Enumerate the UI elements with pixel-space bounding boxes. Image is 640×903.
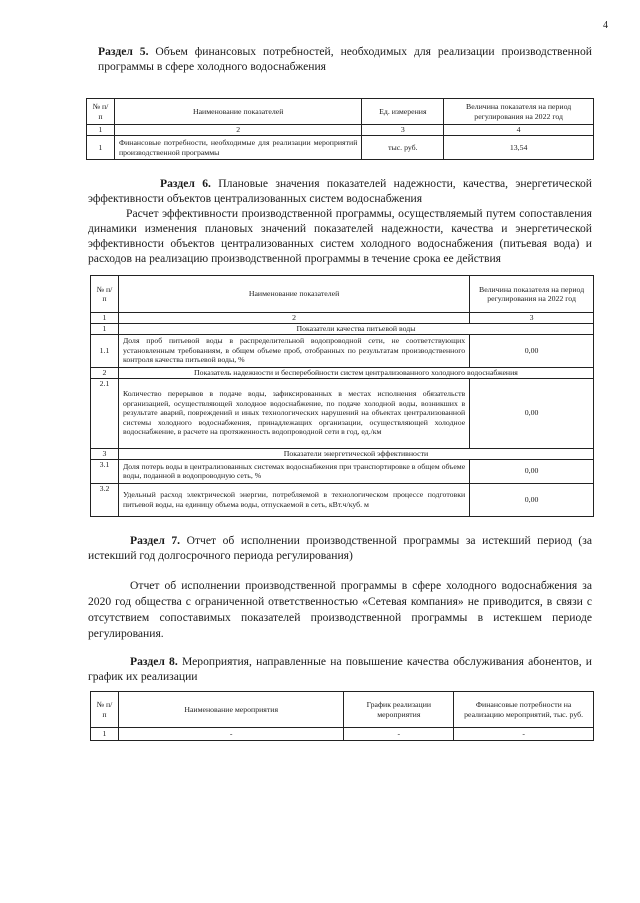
group-row <box>91 448 594 459</box>
col-number: 3 <box>470 313 594 324</box>
row-finance: - <box>454 728 594 741</box>
group-title: Показатели энергетической эффективности <box>118 448 593 459</box>
section6-label: Раздел 6. <box>160 177 211 190</box>
col-number: 2 <box>118 313 469 324</box>
header-finance: Финансовые потребности на реализацию мероприятий, тыс. руб. <box>454 692 594 728</box>
section6-paragraph: Расчет эффективности производственной программы, осуществляемый путем сопоставления динамики изменения плановых значений показателей надежности, качества и энергетической эффективности объектов централизованных систем холодного водоснабжения (питьевая вода) и расходов на реализацию производственной программы в течение срока ее действия <box>88 207 592 265</box>
header-unit: Ед. измерения <box>362 99 444 125</box>
row-unit: тыс. руб. <box>362 136 444 160</box>
row-num: 1.1 <box>91 334 119 367</box>
section6-title: Плановые значения показателей надежности, качества, энергетической эффективности объектов централизованных систем водоснабжения <box>88 177 592 205</box>
header-schedule: График реализации мероприятия <box>344 692 454 728</box>
table-row <box>91 459 594 483</box>
section7-heading <box>88 533 592 563</box>
row-num: 3.1 <box>91 459 119 483</box>
row-text: Доля проб питьевой воды в распределительной водопроводной сети, не соответствующих установленным требованиям, в общем объеме проб, отобранных по результатам производственного контроля качества питьевой воды, % <box>118 334 469 367</box>
table-header-row <box>91 276 594 313</box>
col-number: 1 <box>87 125 115 136</box>
row-text: Количество перерывов в подаче воды, зафиксированных в местах исполнения обязательств организацией, осуществляющей холодное водоснабжение, по подаче холодной воды, возникших в результате аварий, повреждений и иных технологических нарушений на объектах централизованной системы холодного водоснабжения, принадлежащих организации, осуществляющей холодное водоснабжение, в расчете на протяженность водопроводной сети в год, ед./км <box>118 378 469 448</box>
row-value: 0,00 <box>470 378 594 448</box>
row-num: 3.2 <box>91 483 119 516</box>
section5-heading <box>98 44 592 74</box>
header-name: Наименование мероприятия <box>118 692 343 728</box>
section5-title: Объем финансовых потребностей, необходимых для реализации производственной программы в сфере холодного водоснабжения <box>98 45 592 73</box>
group-title: Показатели качества питьевой воды <box>118 323 593 334</box>
header-num: № п/п <box>91 276 119 313</box>
section5-table <box>86 98 594 160</box>
section6-heading <box>88 176 592 206</box>
section8-title: Мероприятия, направленные на повышение качества обслуживания абонентов, и график их реализации <box>88 655 593 683</box>
col-number: 3 <box>362 125 444 136</box>
header-name: Наименование показателей <box>118 276 469 313</box>
row-value: 0,00 <box>470 459 594 483</box>
table-row <box>91 378 594 448</box>
group-row <box>91 323 594 334</box>
row-name: - <box>118 728 343 741</box>
section7-paragraph: Отчет об исполнении производственной программы в сфере холодного водоснабжения за 2020 год общества с ограниченной ответственностью «Сетевая компания» не приводится, в связи с отсутствием сопоставимых показателей производственной программы в истекшем периоде регулирования. <box>88 579 592 640</box>
table-row <box>91 334 594 367</box>
section7-title: Отчет об исполнении производственной программы за истекший период (за истекший год долгосрочного периода регулирования) <box>88 534 593 562</box>
row-num: 1 <box>87 136 115 160</box>
header-value: Величина показателя на период регулирования на 2022 год <box>470 276 594 313</box>
col-number: 1 <box>91 313 119 324</box>
section5-label: Раздел 5. <box>98 45 149 58</box>
group-row <box>91 367 594 378</box>
row-num: 2.1 <box>91 378 119 448</box>
table-header-row <box>87 99 594 125</box>
table-row <box>87 136 594 160</box>
group-num: 1 <box>91 323 119 334</box>
table-row <box>91 728 594 741</box>
table-number-row <box>87 125 594 136</box>
row-text: Удельный расход электрической энергии, потребляемой в технологическом процессе подготовки питьевой воды, на единицу объема воды, отпускаемой в сеть, кВт.ч/куб. м <box>118 483 469 516</box>
section6-table <box>90 275 594 517</box>
section7-label: Раздел 7. <box>130 534 181 547</box>
header-name: Наименование показателей <box>114 99 361 125</box>
section8-label: Раздел 8. <box>130 655 178 668</box>
group-num: 3 <box>91 448 119 459</box>
header-num: № п/п <box>87 99 115 125</box>
section8-heading <box>88 654 592 684</box>
row-text: Доля потерь воды в централизованных системах водоснабжения при транспортировке в общем объеме воды, поданной в водопроводную сеть, % <box>118 459 469 483</box>
group-title: Показатель надежности и бесперебойности систем централизованного холодного водоснабжения <box>118 367 593 378</box>
row-num: 1 <box>91 728 119 741</box>
table-header-row <box>91 692 594 728</box>
header-value: Величина показателя на период регулирования на 2022 год <box>444 99 594 125</box>
table-row <box>91 483 594 516</box>
header-num: № п/п <box>91 692 119 728</box>
page-number: 4 <box>603 20 608 31</box>
col-number: 2 <box>114 125 361 136</box>
row-value: 0,00 <box>470 334 594 367</box>
col-number: 4 <box>444 125 594 136</box>
section8-table <box>90 691 594 741</box>
row-name: Финансовые потребности, необходимые для реализации мероприятий производственной программы <box>114 136 361 160</box>
row-value: 0,00 <box>470 483 594 516</box>
row-schedule: - <box>344 728 454 741</box>
row-value: 13,54 <box>444 136 594 160</box>
group-num: 2 <box>91 367 119 378</box>
table-number-row <box>91 313 594 324</box>
